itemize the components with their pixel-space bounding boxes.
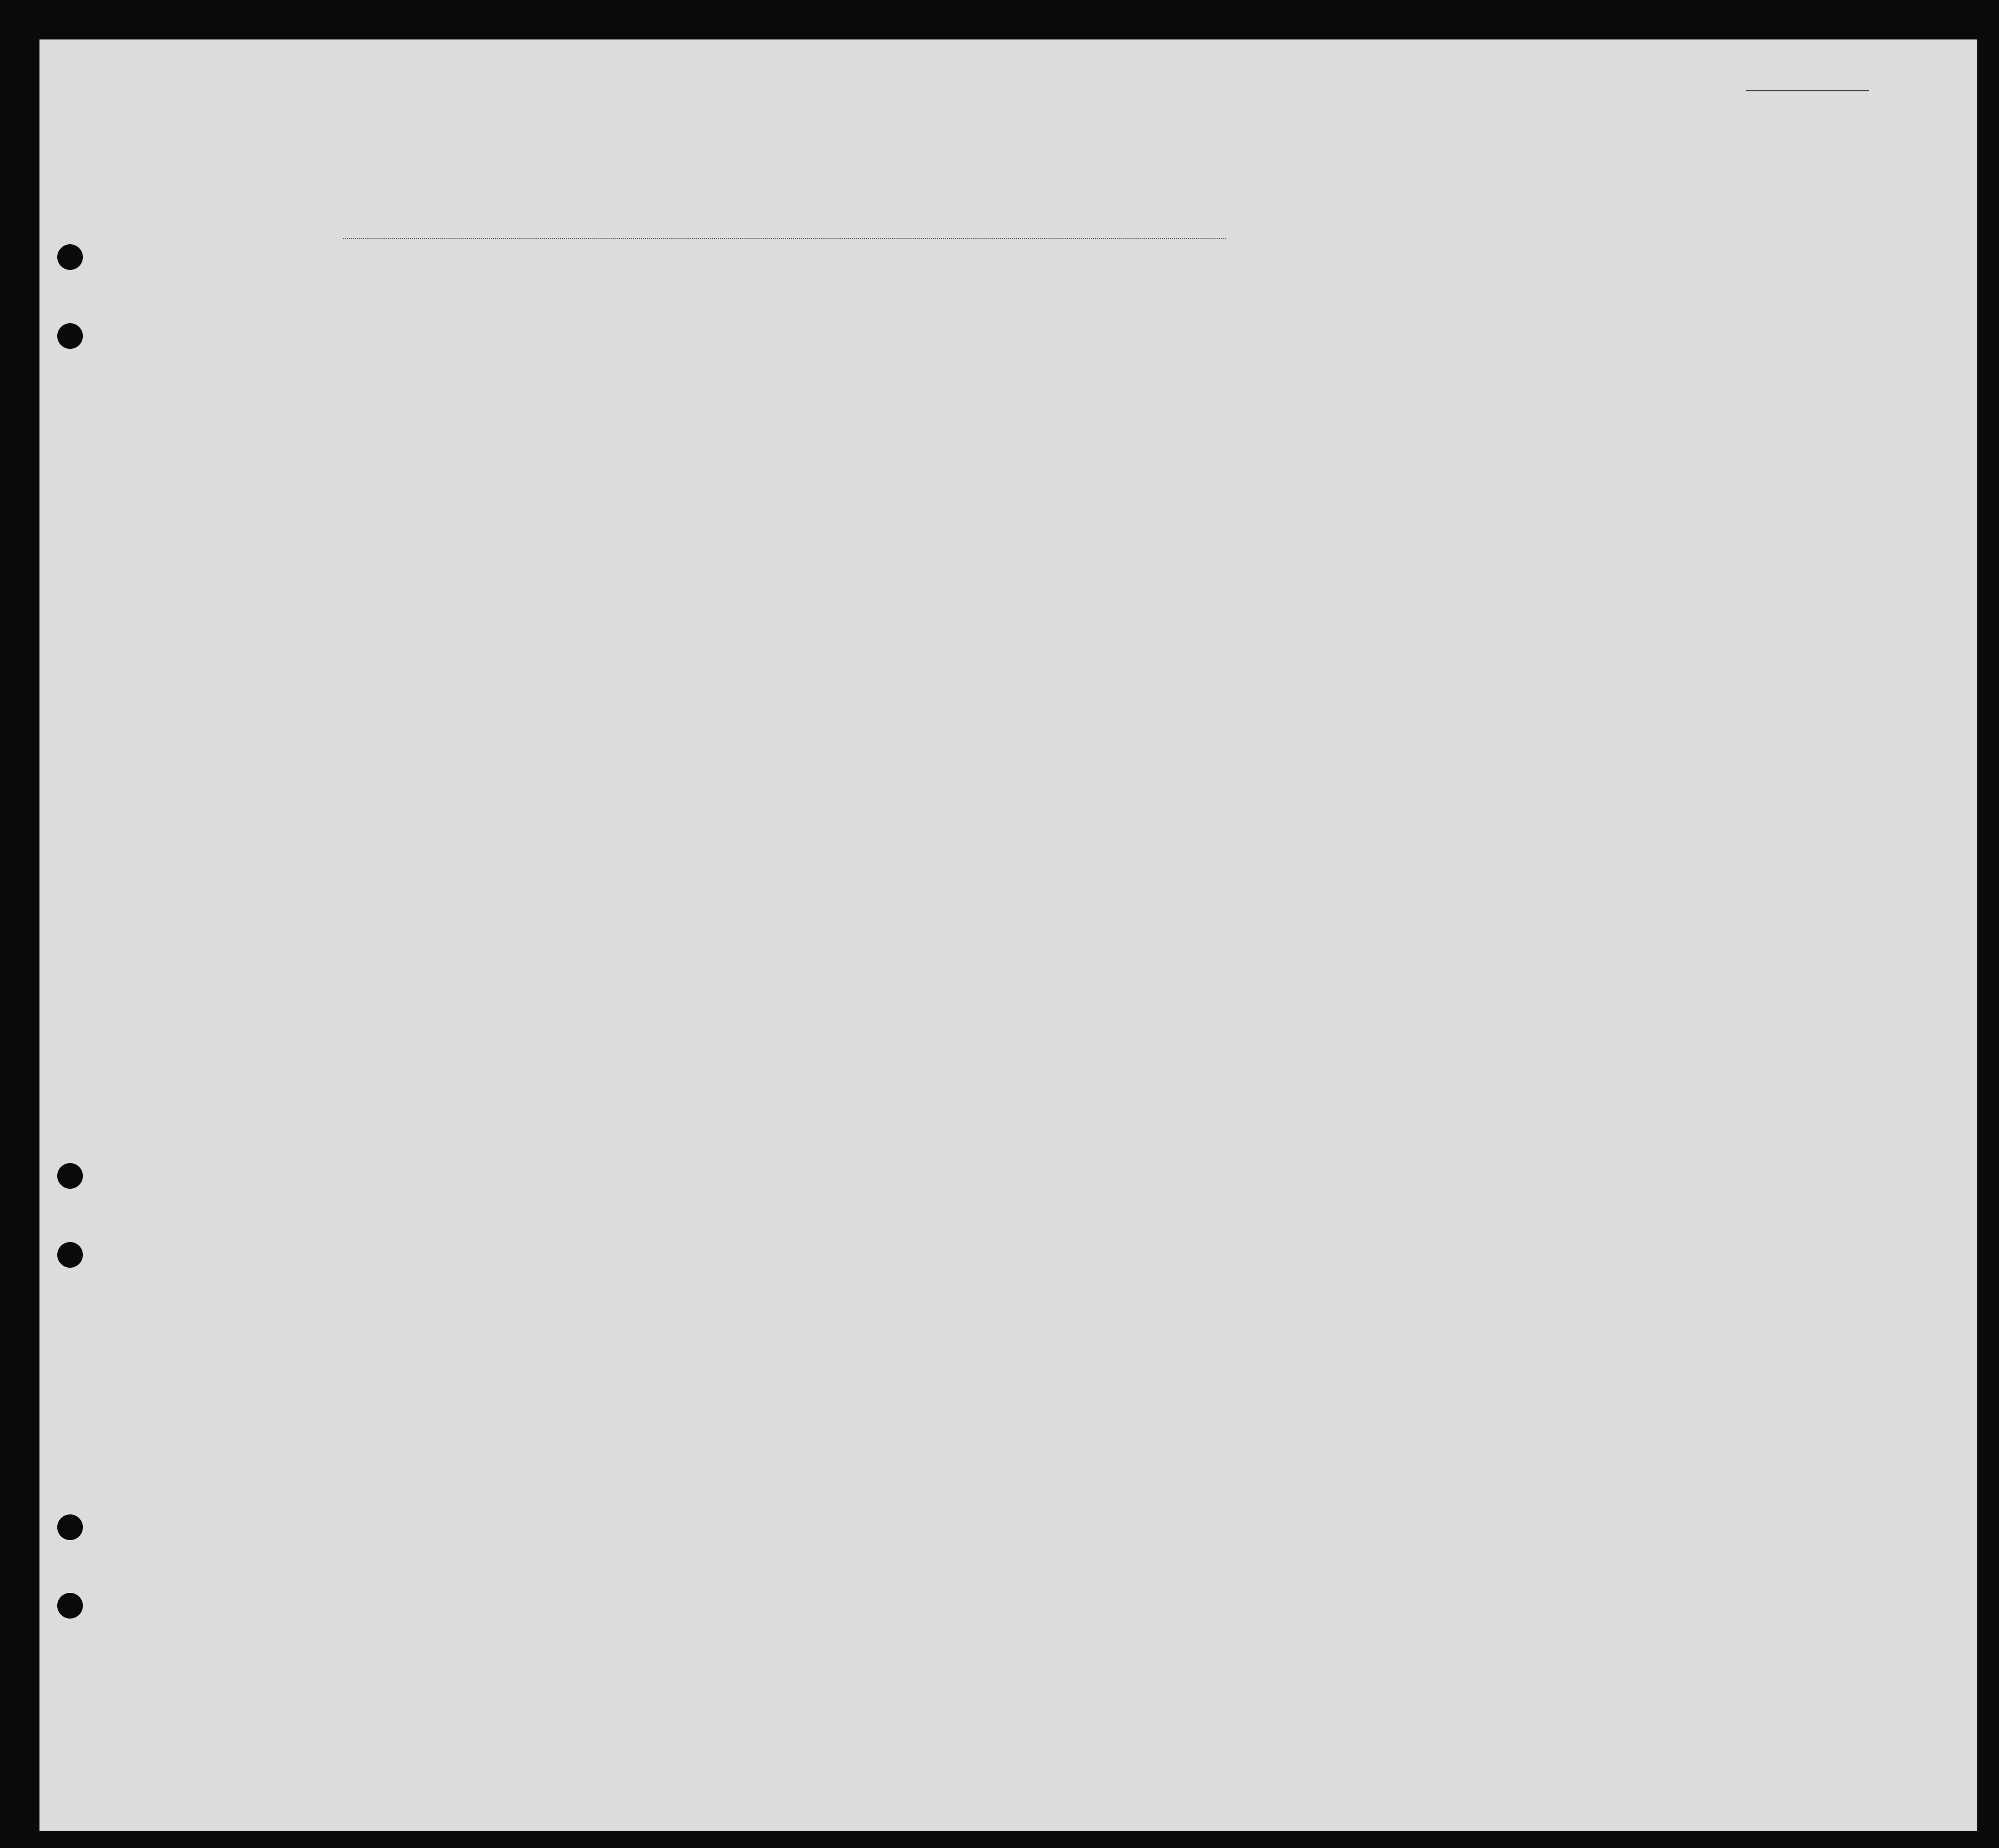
header-col24b bbox=[1219, 318, 1248, 466]
header-col21 bbox=[710, 306, 739, 464]
header-col28 bbox=[1384, 318, 1429, 466]
header-col33-feet bbox=[1670, 424, 1685, 464]
header-col19 bbox=[582, 306, 612, 464]
header-col25 bbox=[1288, 318, 1330, 466]
form-grid bbox=[39, 39, 1977, 1831]
header-col27 bbox=[1362, 326, 1382, 464]
header-col29 bbox=[1431, 318, 1473, 466]
header-col30 bbox=[1485, 318, 1512, 466]
manifest-sheet bbox=[39, 39, 1977, 1831]
header-col33-inches bbox=[1693, 424, 1707, 469]
header-col24a bbox=[1166, 318, 1210, 466]
header-col26 bbox=[1335, 326, 1355, 464]
